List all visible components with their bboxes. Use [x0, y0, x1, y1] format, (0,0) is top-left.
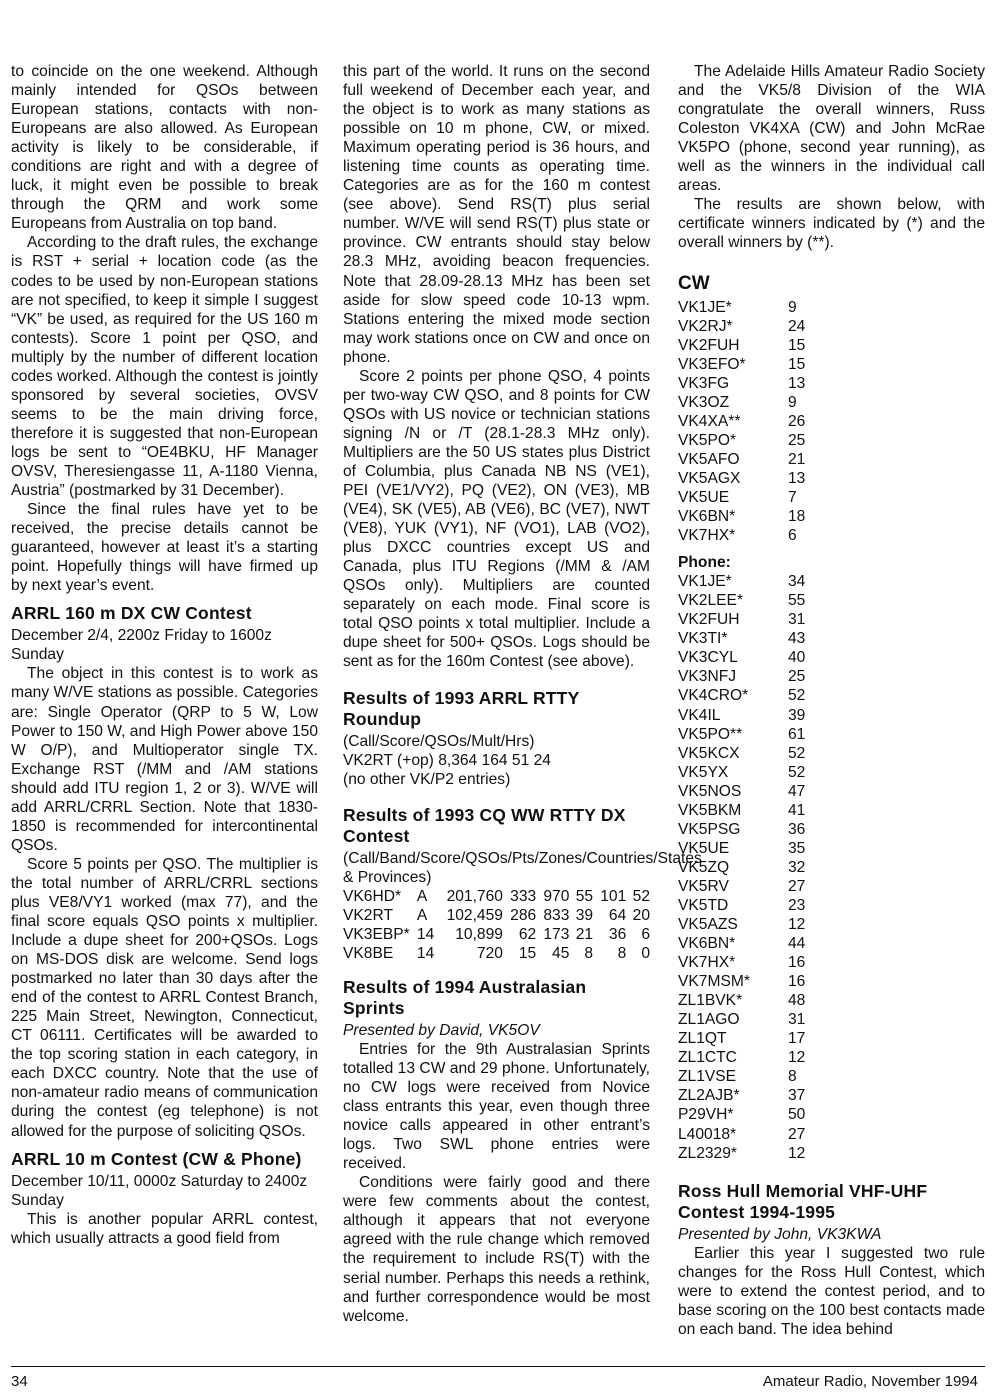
column-1 [11, 62, 318, 1248]
table-cell: 720 [476, 944, 503, 962]
callsign: ZL1QT [678, 1030, 727, 1048]
section-heading-rtty-roundup: Results of 1993 ARRL RTTY Roundup [343, 687, 580, 729]
callsign: VK5PO** [678, 725, 743, 743]
callsign: VK2FUH [678, 611, 740, 629]
table-row [678, 591, 828, 610]
callsign: VK5UE [678, 839, 730, 857]
callsign: VK6BN* [678, 508, 736, 526]
section-heading-arrl-10: ARRL 10 m Contest (CW & Phone) [11, 1148, 302, 1169]
paragraph: Score 5 points per QSO. The multiplier is the total number of ARRL/CRRL sections plus VE8/VY1 worked (max 77), and the final score equals QSO points x multiplier. Include a dupe sheet for 200+QSOs. Logs on MS-DOS disk are welcome. Send logs postmarked no later than 30 days after the end of the contest to ARRL Contest Branch, 225 Main Street, Newington, Connecticut, CT 06111. Certificates will be awarded to the top scoring station in each category, in each DXCC country. Note that the use of non-amateur radio means of communication during the contest (eg telephone) is not allowed for the purpose of soliciting QSOs. [11, 855, 318, 1140]
table-row [678, 1010, 828, 1029]
cqww-results-table [343, 887, 650, 963]
score: 9 [788, 393, 797, 411]
table-row [678, 1048, 828, 1067]
table-cell: 8 [584, 944, 594, 962]
table-row [678, 782, 828, 801]
table-cell: 201,760 [446, 887, 503, 905]
score: 21 [788, 450, 806, 468]
table-row [678, 706, 828, 725]
table-cell: A [416, 887, 428, 905]
table-row [678, 610, 828, 629]
callsign: ZL2AJB* [678, 1087, 740, 1105]
table-cell: 833 [543, 906, 570, 924]
table-row [678, 1105, 828, 1124]
paragraph: The Adelaide Hills Amateur Radio Society and the VK5/8 Division of the WIA congratulate the overall winners, Russ Coleston VK4XA (CW) and John McRae VK5PO (phone, second year running), as well as the winners in the individual call areas. [678, 63, 985, 195]
score: 16 [788, 954, 806, 972]
table-cell: 0 [641, 944, 650, 962]
table-cell: 102,459 [446, 906, 503, 924]
page-number: 34 [11, 1373, 28, 1390]
score: 25 [788, 431, 806, 449]
score: 41 [788, 801, 806, 819]
score: 48 [788, 992, 806, 1010]
table-cell: 55 [575, 887, 594, 905]
score: 16 [788, 973, 806, 991]
score: 44 [788, 935, 806, 953]
table-cell: VK2RT [343, 906, 393, 924]
callsign: P29VH* [678, 1106, 734, 1124]
phone-heading: Phone: [678, 554, 731, 572]
callsign: ZL1VSE [678, 1068, 737, 1086]
score: 15 [788, 336, 806, 354]
table-row [678, 667, 828, 686]
callsign: VK5UE [678, 488, 730, 506]
score: 37 [788, 1087, 806, 1105]
table-row [678, 725, 828, 744]
callsign: VK3TI* [678, 630, 728, 648]
callsign: VK5YX [678, 763, 729, 781]
table-row [678, 972, 828, 991]
paragraph: Conditions were fairly good and there were few comments about the contest, although it appears that not everyone agreed with the rule change which removed the requirement to include RS(T) with the serial number. Perhaps this needs a rethink, and further correspondence would be most welcome. [343, 1174, 650, 1325]
callsign: VK6BN* [678, 935, 736, 953]
table-row [678, 355, 828, 374]
callsign: ZL1AGO [678, 1011, 740, 1029]
score: 32 [788, 858, 806, 876]
paragraph: to coincide on the one weekend. Although mainly intended for QSOs between European stations, contacts with non-Europeans are also allowed. As European activity is likely to be considerable, if conditions are right and with a degree of luck, it might even be possible to break through the QRM and work some Europeans from Australia on top band. [11, 63, 318, 233]
table-row [678, 877, 828, 896]
paragraph: This is another popular ARRL contest, which usually attracts a good field from [11, 1210, 318, 1247]
callsign: VK3EFO* [678, 355, 746, 373]
callsign: VK5PSG [678, 820, 741, 838]
callsign: VK2LEE* [678, 592, 744, 610]
section-heading-sprints: Results of 1994 Australasian Sprints [343, 976, 587, 1018]
table-row [678, 801, 828, 820]
table-row [678, 431, 828, 450]
callsign: VK3OZ [678, 393, 730, 411]
table-cell: 15 [518, 944, 537, 962]
score: 12 [788, 1049, 806, 1067]
score: 17 [788, 1030, 806, 1048]
table-cell: 333 [510, 887, 537, 905]
column-3 [678, 62, 985, 1339]
callsign: VK5BKM [678, 801, 742, 819]
table-cell: A [416, 906, 428, 924]
score: 40 [788, 649, 806, 667]
table-row [678, 953, 828, 972]
score: 13 [788, 469, 806, 487]
table-row [678, 526, 828, 545]
table-cell: 10,899 [455, 925, 503, 943]
callsign: VK4CRO* [678, 687, 749, 705]
score: 34 [788, 573, 806, 591]
table-cell: 14 [416, 944, 435, 962]
table-row [678, 374, 828, 393]
callsign: VK5KCX [678, 744, 740, 762]
callsign: ZL1BVK* [678, 992, 743, 1010]
callsign: VK7HX* [678, 527, 736, 545]
table-row [678, 1029, 828, 1048]
score: 24 [788, 317, 806, 335]
callsign: VK3CYL [678, 649, 738, 667]
score: 26 [788, 412, 806, 430]
score: 61 [788, 725, 806, 743]
score: 47 [788, 782, 806, 800]
score: 52 [788, 763, 806, 781]
table-cell: VK3EBP* [343, 925, 410, 943]
callsign: VK3FG [678, 374, 730, 392]
table-row [678, 896, 828, 915]
table-row [678, 1144, 828, 1163]
callsign: VK3NFJ [678, 668, 737, 686]
table-cell: 52 [632, 887, 650, 905]
score: 25 [788, 668, 806, 686]
score: 43 [788, 630, 806, 648]
table-row [678, 1086, 828, 1105]
table-row [678, 839, 828, 858]
score: 31 [788, 611, 806, 629]
table-row [678, 1067, 828, 1086]
table-cell: 39 [575, 906, 594, 924]
table-cell: 20 [632, 906, 650, 924]
table-row [678, 629, 828, 648]
section-heading-ross-hull: Ross Hull Memorial VHF-UHF Contest 1994-1995 [678, 1180, 928, 1222]
table-row [678, 317, 828, 336]
publication-footer: Amateur Radio, November 1994 [762, 1373, 978, 1390]
score: 12 [788, 1144, 806, 1162]
table-row [678, 450, 828, 469]
table-row [678, 469, 828, 488]
table-row [678, 915, 828, 934]
table-row [343, 925, 650, 944]
cw-results-table [678, 298, 828, 546]
callsign: VK5RV [678, 877, 729, 895]
score: 52 [788, 744, 806, 762]
results-format: (Call/Score/QSOs/Mult/Hrs) [343, 732, 535, 750]
paragraph: Entries for the 9th Australasian Sprints totalled 13 CW and 29 phone. Unfortunately, no CW logs were received from Novice class entrants this year, even though three novice calls appeared in other entrant’s logs. Two SWL phone entries were received. [343, 1040, 650, 1173]
table-row [678, 412, 828, 431]
score: 35 [788, 839, 806, 857]
table-row [678, 763, 828, 782]
table-row [678, 488, 828, 507]
callsign: VK7MSM* [678, 973, 750, 991]
table-cell: 62 [518, 925, 537, 943]
table-row [343, 944, 650, 963]
table-row [678, 1125, 828, 1144]
score: 39 [788, 706, 806, 724]
score: 27 [788, 877, 806, 895]
callsign: VK5ZQ [678, 858, 730, 876]
callsign: VK5AGX [678, 469, 741, 487]
callsign: VK5NOS [678, 782, 742, 800]
callsign: VK1JE* [678, 573, 732, 591]
results-note: (no other VK/P2 entries) [343, 770, 511, 788]
score: 13 [788, 374, 806, 392]
table-row [678, 744, 828, 763]
callsign: VK1JE* [678, 298, 732, 316]
paragraph: Earlier this year I suggested two rule changes for the Ross Hull Contest, which were to extend the contest period, and to base scoring on the 100 best contacts made on each band. The idea behind [678, 1244, 985, 1338]
table-row [343, 906, 650, 925]
paragraph: The results are shown below, with certificate winners indicated by (*) and the overall winners by (**). [678, 196, 985, 252]
callsign: VK2FUH [678, 336, 740, 354]
table-row [678, 820, 828, 839]
table-row [678, 686, 828, 705]
byline: Presented by David, VK5OV [343, 1021, 540, 1039]
score: 55 [788, 592, 806, 610]
table-row [678, 648, 828, 667]
score: 27 [788, 1125, 806, 1143]
cw-heading: CW [678, 273, 710, 295]
callsign: VK5PO* [678, 431, 737, 449]
score: 31 [788, 1011, 806, 1029]
table-cell: 64 [608, 906, 627, 924]
table-cell: 173 [543, 925, 570, 943]
score: 36 [788, 820, 806, 838]
score: 7 [788, 488, 797, 506]
table-row [678, 934, 828, 953]
table-cell: 6 [641, 925, 650, 943]
contest-date: December 10/11, 0000z Saturday to 2400z Sunday [11, 1172, 308, 1209]
table-cell: VK8BE [343, 944, 394, 962]
phone-results-table [678, 572, 828, 1162]
table-cell: 8 [617, 944, 627, 962]
footer-rule [11, 1366, 985, 1367]
callsign: VK5AFO [678, 450, 740, 468]
paragraph: Since the final rules have yet to be received, the precise details cannot be guaranteed, however at least it’s a starting point. Hopefully things will have firmed up by next year’s event. [11, 501, 318, 595]
section-heading-cq-ww: Results of 1993 CQ WW RTTY DX Contest [343, 804, 626, 846]
paragraph: Score 2 points per phone QSO, 4 points per two-way CW QSO, and 8 points for CW QSOs with US novice or technician stations signing /N or /T (28.1-28.3 MHz only). Multipliers are the 50 US states plus District of Columbia, plus Canada NB NS (VE1), PEI (VE1/VY2), PQ (VE2), ON (VE3), MB (VE4), SK (VE5), AB (VE6), BC (VE7), NWT (VE8), YUK (VY1), NF (VO1), LAB (VO2), plus DXCC countries except US and Canada, plus ITU Regions (/MM & /AM QSOs only). Multipliers are counted separately on each mode. Final score is total QSO points x total multiplier. Include a dupe sheet for 500+ QSOs. Logs should be sent as for the 160m Contest (see above). [343, 367, 650, 671]
score: 12 [788, 916, 806, 934]
callsign: VK5TD [678, 896, 729, 914]
table-row [343, 887, 650, 906]
table-cell: 21 [575, 925, 594, 943]
score: 8 [788, 1068, 797, 1086]
paragraph: this part of the world. It runs on the second full weekend of December each year, and the object is to work as many stations as possible on 10 m phone, CW, or mixed. Maximum operating period is 36 hours, and listening time counts as operating time. Categories are as for the 160 m contest (see above). Send RS(T) plus serial number. W/VE will send RS(T) plus state or province. CW entrants should stay below 28.3 MHz, avoiding beacon frequencies. Note that 28.09-28.13 MHz has been set aside for slow speed code 10-13 wpm. Stations entering the mixed mode section may work stations once on CW and once on phone. [343, 63, 650, 366]
callsign: VK7HX* [678, 954, 736, 972]
table-cell: 286 [510, 906, 537, 924]
callsign: VK2RJ* [678, 317, 733, 335]
paragraph: The object in this contest is to work as many W/VE stations as possible. Categories are: Single Operator (QRP to 5 W, Low Power to 150 W, and High Power above 150 W O/P), and Multioperator single TX. Exchange RST (/MM and /AM stations should add ITU region 1, 2 or 3). W/VE will add ARRL/CRRL Section. Note that 1830-1850 is recommended for intercontinental QSOs. [11, 665, 318, 854]
callsign: ZL2329* [678, 1144, 737, 1162]
score: 15 [788, 355, 806, 373]
table-cell: 101 [600, 887, 627, 905]
paragraph: According to the draft rules, the exchange is RST + serial + location code (as the codes to be used by non-European stations are not specified, to keep it simple I suggest “VK” be used, as required for the US 160 m contests). Score 1 point per QSO, and multiply by the number of different location codes worked. Although the contest is jointly sponsored by several societies, OVSV seems to be the main driving force, therefore it is suggested that non-European logs be sent to “OE4BKU, HF Manager OVSV, Theresiengasse 11, A-1180 Vienna, Austria” (postmarked by 31 December). [11, 234, 318, 500]
results-format: (Call/Band/Score/QSOs/Pts/Zones/Countries/States & Provinces) [343, 849, 702, 886]
byline: Presented by John, VK3KWA [678, 1225, 882, 1243]
table-row [678, 858, 828, 877]
score: 6 [788, 527, 797, 545]
score: 52 [788, 687, 806, 705]
table-row [678, 991, 828, 1010]
section-heading-arrl-160: ARRL 160 m DX CW Contest [11, 603, 252, 624]
table-cell: 970 [543, 887, 570, 905]
callsign: VK4IL [678, 706, 721, 724]
callsign: VK4XA** [678, 412, 741, 430]
callsign: L40018* [678, 1125, 737, 1143]
results-line: VK2RT (+op) 8,364 164 51 24 [343, 751, 551, 769]
callsign: VK5AZS [678, 916, 738, 934]
table-cell: 36 [608, 925, 627, 943]
table-cell: 14 [416, 925, 435, 943]
table-row [678, 298, 828, 317]
score: 9 [788, 298, 797, 316]
score: 23 [788, 896, 806, 914]
table-row [678, 507, 828, 526]
table-row [678, 336, 828, 355]
table-cell: VK6HD* [343, 887, 402, 905]
table-row [678, 572, 828, 591]
contest-date: December 2/4, 2200z Friday to 1600z Sunday [11, 627, 272, 664]
table-cell: 45 [552, 944, 570, 962]
score: 18 [788, 508, 806, 526]
callsign: ZL1CTC [678, 1049, 737, 1067]
table-row [678, 393, 828, 412]
score: 50 [788, 1106, 806, 1124]
